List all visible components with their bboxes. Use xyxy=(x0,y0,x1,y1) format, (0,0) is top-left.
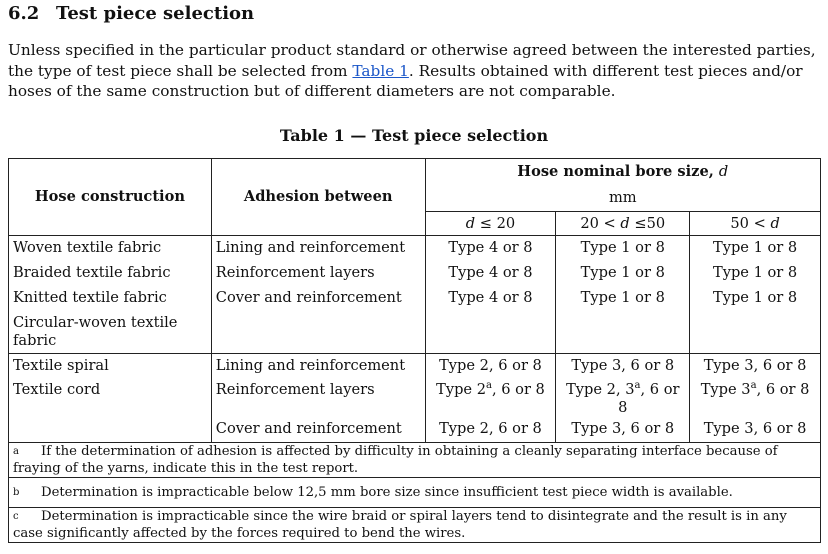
adhesion-cell: Cover and reinforcement xyxy=(211,286,425,311)
type-cell: Type 3, 6 or 8 xyxy=(556,417,690,442)
c3-post: , 6 or 8 xyxy=(756,381,810,398)
sym: d xyxy=(620,214,630,232)
header-bore-size xyxy=(425,159,820,185)
type-cell: Type 1 or 8 xyxy=(556,261,690,286)
table-1-link[interactable]: Table 1 xyxy=(352,61,409,80)
type-cell: Type 3, 6 or 8 xyxy=(690,353,821,378)
footnote-label: c xyxy=(13,510,19,522)
construction-cell: Woven textile fabric xyxy=(9,236,212,261)
footnote-a xyxy=(9,442,821,477)
section-heading xyxy=(8,3,254,24)
adhesion-cell-empty xyxy=(211,311,425,354)
construction-cell: Circular-woven textile fabric xyxy=(9,311,212,354)
construction-cell: Knitted textile fabric xyxy=(9,286,212,311)
type-cell: Type 3, 6 or 8 xyxy=(690,417,821,442)
section-title: Test piece selection xyxy=(56,3,255,24)
type-cell-empty xyxy=(425,311,556,354)
type-cell: Type 3, 6 or 8 xyxy=(556,353,690,378)
adhesion-cell: Cover and reinforcement xyxy=(211,417,425,442)
type-cell: Type 1 or 8 xyxy=(556,286,690,311)
c3-pre: Type 3 xyxy=(700,381,751,398)
pre: 50 < xyxy=(730,214,771,232)
sym: d xyxy=(465,214,476,232)
type-cell xyxy=(556,378,690,417)
bore-size-symbol: d xyxy=(718,163,729,180)
footnote-ref-a: a xyxy=(634,380,641,392)
header-unit: mm xyxy=(425,185,820,212)
footnote-text: Determination is impracticable below 12,5 mm bore size since insufficient test piece width is available. xyxy=(41,484,733,500)
c2-post: , 6 or 8 xyxy=(618,381,680,416)
header-col-d-le-20 xyxy=(425,212,556,236)
intro-paragraph xyxy=(8,40,824,102)
rest: ≤ 20 xyxy=(475,214,516,232)
footnote-text: If the determination of adhesion is affected by difficulty in obtaining a cleanly separating interface because of fraying of the yarns, indicate this in the test report. xyxy=(13,443,778,476)
type-cell: Type 1 or 8 xyxy=(690,286,821,311)
header-col-gt-50 xyxy=(690,212,821,236)
type-cell: Type 4 or 8 xyxy=(425,261,556,286)
footnote-text: Determination is impracticable since the wire braid or spiral layers tend to disintegrate and the result is in any case significantly affected by the forces required to bend the wires. xyxy=(13,508,787,541)
type-cell: Type 2, 6 or 8 xyxy=(425,353,556,378)
c1-post: , 6 or 8 xyxy=(491,381,545,398)
adhesion-cell: Reinforcement layers xyxy=(211,378,425,417)
pre: 20 < xyxy=(580,214,621,232)
paragraph-text: Unless specified in the particular product standard or otherwise agreed between the interested parties, the type of test piece shall be selected from xyxy=(8,41,816,80)
adhesion-cell: Lining and reinforcement xyxy=(211,236,425,261)
adhesion-cell: Reinforcement layers xyxy=(211,261,425,286)
sym: d xyxy=(770,214,780,232)
paragraph-text-2: . Results obtained with different test pieces and/or hoses of the same construction but of different diameters are not comparable. xyxy=(8,61,803,100)
c1-pre: Type 2 xyxy=(436,381,486,398)
header-col-20-50 xyxy=(556,212,690,236)
type-cell: Type 1 or 8 xyxy=(690,236,821,261)
type-cell: Type 1 or 8 xyxy=(556,236,690,261)
test-piece-table xyxy=(8,158,821,543)
type-cell: Type 4 or 8 xyxy=(425,286,556,311)
header-hose-construction: Hose construction xyxy=(9,159,212,236)
footnote-label: b xyxy=(13,486,20,498)
type-cell: Type 2, 6 or 8 xyxy=(425,417,556,442)
footnote-b xyxy=(9,477,821,507)
type-cell xyxy=(690,378,821,417)
table-caption: Table 1 — Test piece selection xyxy=(279,126,549,145)
c2-pre: Type 2, 3 xyxy=(566,381,635,398)
construction-cell: Textile cord xyxy=(9,378,212,417)
footnote-ref-a: a xyxy=(750,380,757,392)
type-cell: Type 4 or 8 xyxy=(425,236,556,261)
rest: ≤50 xyxy=(629,214,666,232)
type-cell-empty xyxy=(690,311,821,354)
type-cell: Type 1 or 8 xyxy=(690,261,821,286)
footnote-label: a xyxy=(13,445,19,457)
construction-cell: Braided textile fabric xyxy=(9,261,212,286)
adhesion-cell: Lining and reinforcement xyxy=(211,353,425,378)
footnote-c xyxy=(9,507,821,542)
construction-cell: Textile spiral xyxy=(9,353,212,378)
construction-cell-empty xyxy=(9,417,212,442)
section-number: 6.2 xyxy=(8,3,40,24)
type-cell-empty xyxy=(556,311,690,354)
footnote-ref-a: a xyxy=(485,380,492,392)
header-adhesion-between: Adhesion between xyxy=(211,159,425,236)
bore-size-label: Hose nominal bore size, xyxy=(517,163,719,180)
type-cell xyxy=(425,378,556,417)
